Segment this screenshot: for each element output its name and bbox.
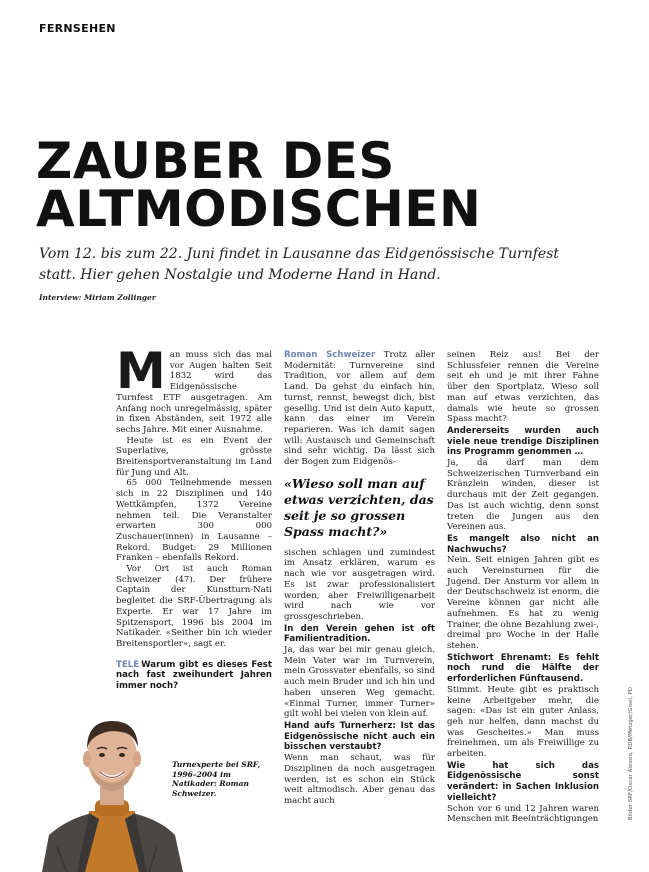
pull-quote: «Wieso soll man auf etwas verzichten, das seit je so grossen Spass macht?» [284,475,434,539]
interview-question: Stichwort Ehrenamt: Es fehlt noch rund die Hälfte der erforderlichen Fünftausend. [447,652,599,685]
paragraph: Schon vor 6 und 12 Jahren waren Menschen mit Beeinträchtigungen [447,803,599,825]
interview-question: In den Verein gehen ist oft Familientradition. [284,623,435,645]
paragraph: Ja, das war bei mir genau gleich. Mein Vater war im Turnverein, mein Grossvater ebenfalls, so sind auch mein Bruder und ich hin und haben unseren Weg gemacht. «Einmal Turner, immer Turner» gilt wohl bei vielen von klein auf. [284,645,435,720]
paragraph: Heute ist es ein Event der Superlative, grösste Breitensportveranstaltung im Land für Jung und Alt. [116,435,272,478]
tele-tag: TELE [116,659,140,670]
article-column-2 [284,350,435,807]
photo-caption: Turnexperte bei SRF, 1996–2004 im Natikader: Roman Schweizer. [172,760,261,798]
intro-paragraph [116,342,272,436]
headline-line-1: ZAUBER DES [36,132,395,190]
article-column-1 [116,342,272,692]
photo-credit: Bilder SRF/Oscar Alessio, RDB/Metzger/Gisel, PD [628,687,634,820]
paragraph: Nein. Seit einigen Jahren gibt es auch Vereinsturnen für die Jugend. Der Ansturm vor allem in der Deutschschweiz ist enorm, die Vereine können gar nicht alle aufnehmen. Es hat zu wenig Trainer, die ohne Bezahlung zwei-, dreimal pro Woche in der Halle stehen. [447,555,599,651]
paragraph: 65 000 Teilnehmende messen sich in 22 Disziplinen und 140 Wettkämpfen, 1372 Vereine nehmen teil. Die Veranstalter erwarten 300 000 Zuschauer(innen) in Lausanne – Rekord. Budget: 29 Millionen Franken – ebenfalls Rekord. [116,478,272,564]
interview-question: Wie hat sich das Eidgenössische sonst verändert: in Sachen Inklusion vielleicht? [447,760,599,803]
lead-text: Vom 12. bis zum 22. Juni findet in Lausanne das Eidgenössische Turnfest statt. Hier gehen Nostalgie und Moderne Hand in Hand. [39,246,560,283]
question-text: Warum gibt es dieses Fest nach fast zweihundert Jahren immer noch? [116,659,272,692]
answer-paragraph [284,350,435,468]
section-label: FERNSEHEN [39,22,116,35]
paragraph-text: Trotz aller Modernität: Turnvereine sind Tradition, vor allem auf dem Land. Da gehst du einfach hin, turnst, rennst, bewegst dich, bist gesellig. Und ist dein Auto kaputt, kann das einer im Verein reparieren. Was ich damit sagen will: Austausch und Gemeinschaft sind sehr wichtig. Da lässt sich der Bogen zum Eidgenös- [284,350,436,468]
headline-line-2: ALTMODISCHEN [36,180,482,238]
paragraph: Stimmt. Heute gibt es praktisch keine Arbeitgeber mehr, die sagen: «Das ist ein guter Anlass, geh nur helfen, dann machst du was Gescheites.» Man muss freinehmen, um als Freiwillige zu arbeiten. [447,684,599,760]
paragraph: Vor Ort ist auch Roman Schweizer (47). Der frühere Captain der Kunstturn-Nati begleitet die SRF-Übertragung als Experte. Er war 17 Jahre im Spitzensport, 1996 bis 2004 im Natikader. «Seither bin ich wieder Breitensportler», sagt er. [116,564,272,649]
paragraph: seinen Reiz aus! Bei der Schlussfeier rennen die Vereine seit eh und je mit ihrer Fahne über den Sportplatz. Wieso soll man auf etwas verzichten, das damals wie heute so grossen Spass macht? [447,350,599,425]
portrait-photo [37,707,187,872]
dropcap-letter: M [116,342,166,400]
headline [36,132,616,238]
speaker-name: Roman Schweizer [284,350,376,360]
byline: Interview: Miriam Zollinger [39,293,156,302]
interview-question: Hand aufs Turnerherz: Ist das Eidgenössische nicht auch ein bisschen verstaubt? [284,720,435,753]
interview-question: Es mangelt also nicht an Nachwuchs? [447,533,599,555]
portrait-illustration [37,707,187,872]
paragraph: sischen schlagen und zumindest im Ansatz erklären, warum es nach wie vor ausgetragen wird. Es ist zwar professionalisiert worden, aber Freiwilligenarbeit wird nach wie vor grossgeschrieben. [284,547,435,622]
paragraph-text: an muss sich das mal vor Augen halten Seit 1832 wird das Eidgenössische Turnfest ETF ausgetragen. Am Anfang noch unregelmässig, später in fixen Abständen, seit 1972 alle sechs Jahre. Mit einer Ausnahme. [116,350,272,435]
paragraph: Ja, da darf man dem Schweizerischen Turnverband ein Kränzlein winden, dieser ist durchaus mit der Zeit gegangen. Das ist auch wichtig, denn sonst treten die Jungen aus den Vereinen aus. [447,458,599,533]
paragraph: Wenn man schaut, was für Disziplinen da noch ausgetragen werden, ist es schon ein Stück weit altmodisch. Aber genau das macht auch [284,753,435,806]
interview-question [116,660,272,692]
article-column-3 [447,350,599,825]
interview-question: Andererseits wurden auch viele neue trendige Disziplinen ins Programm genommen … [447,425,599,458]
